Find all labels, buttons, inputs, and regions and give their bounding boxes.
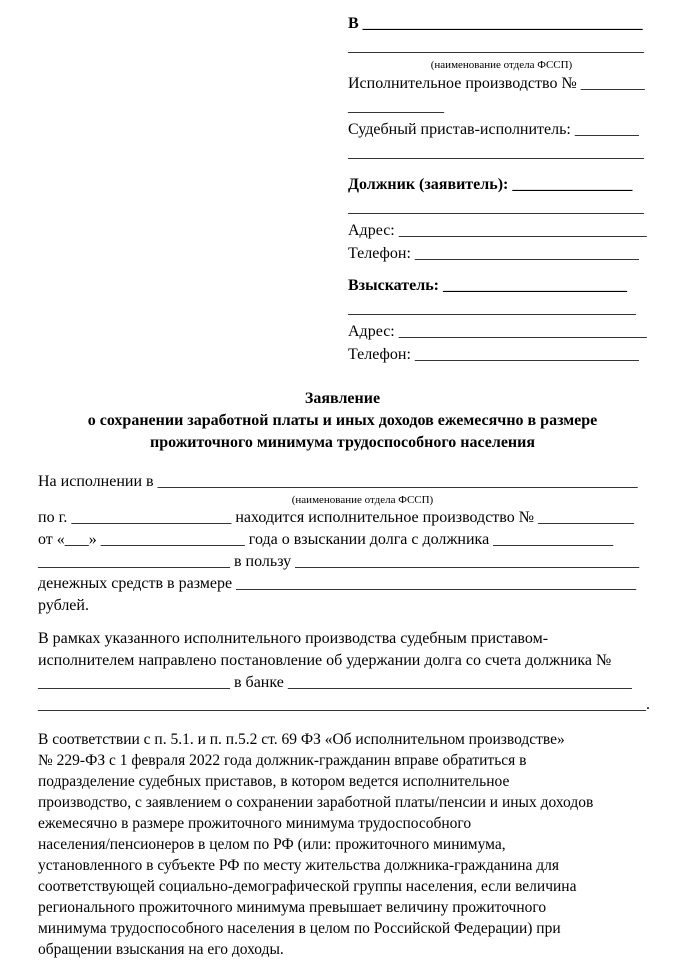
text-line: В рамках указанного исполнительного производства судебным приставом- [38,630,549,647]
creditor-heading: Взыскатель: _______________________ [348,277,627,294]
text-line: № 229-ФЗ с 1 февраля 2022 года должник-гражданин вправе обратиться в [38,752,527,769]
addressee-block [348,12,655,366]
text-line: установленного в субъекте РФ по месту жительства должника-гражданина для [38,857,560,874]
debtor-line-2: _____________________________________ [348,199,644,216]
text-line: рублей. [38,597,89,614]
title-line-2: о сохранении заработной платы и иных доходов ежемесячно в размере [87,412,598,429]
debtor-heading: Должник (заявитель): _______________ [348,176,633,193]
creditor-address-line: Адрес: _______________________________ [348,323,647,340]
paragraph-account-withholding [38,628,657,716]
debtor-phone-line: Телефон: ____________________________ [348,245,639,262]
text-line: исполнителем направлено постановление об удержании долга со счета должника № [38,652,612,669]
bailiff-line: Судебный пристав-исполнитель: ________ [348,121,639,138]
text-line: На исполнении в ____________________________________________________________ [38,473,638,490]
bailiff-line-2: _____________________________________ [348,144,644,161]
text-line: ________________________ в пользу ___________________________________________ [38,553,640,570]
text-line: обращении взыскания на его доходы. [38,941,284,958]
paragraph-legal-basis [38,729,657,960]
text-line: ________________________ в банке ___________________________________________ [38,674,632,691]
paragraph-enforcement-details [38,471,657,617]
enforcement-proceeding-line-2: ____________ [348,98,444,115]
creditor-phone-line: Телефон: ____________________________ [348,346,639,363]
text-line: от «___» __________________ года о взыскании долга с должника _______________ [38,531,614,548]
text-line: денежных средств в размере __________________________________________________ [38,575,637,592]
document-title [0,388,685,454]
fssp-office-caption: (наименование отдела ФССП) [430,59,573,71]
text-line: регионального прожиточного минимума превышает величину прожиточного [38,899,547,916]
text-line: минимума трудоспособного населения в целом по Российской Федерации) при [38,920,561,937]
debtor-address-line: Адрес: _______________________________ [348,222,647,239]
text-line: ежемесячно в размере прожиточного минимума трудоспособного [38,815,472,832]
creditor-line-2: ____________________________________ [348,300,636,317]
text-line: по г. ____________________ находится исполнительное производство № ____________ [38,509,634,526]
text-line: населения/пенсионеров в целом по РФ (или: прожиточного минимума, [38,836,506,853]
document-body [38,471,657,960]
fssp-office-line-2: _____________________________________ [348,38,644,55]
text-line: подразделение судебных приставов, в котором ведется исполнительное [38,773,510,790]
title-line-3: прожиточного минимума трудоспособного населения [149,434,536,451]
fssp-office-line: В ___________________________________ [348,15,643,32]
text-line: соответствующей социально-демографической группы населения, если величина [38,878,577,895]
title-line-1: Заявление [304,390,381,407]
text-line: В соответствии с п. 5.1. и п. п.5.2 ст. 69 ФЗ «Об исполнительном производстве» [38,731,565,748]
text-line: ____________________________________________________________________________. [38,696,650,713]
fssp-caption-body: (наименование отдела ФССП) [291,494,434,506]
enforcement-proceeding-line: Исполнительное производство № ________ [348,75,645,92]
text-line: производство, с заявлением о сохранении заработной платы/пенсии и иных доходов [38,794,594,811]
